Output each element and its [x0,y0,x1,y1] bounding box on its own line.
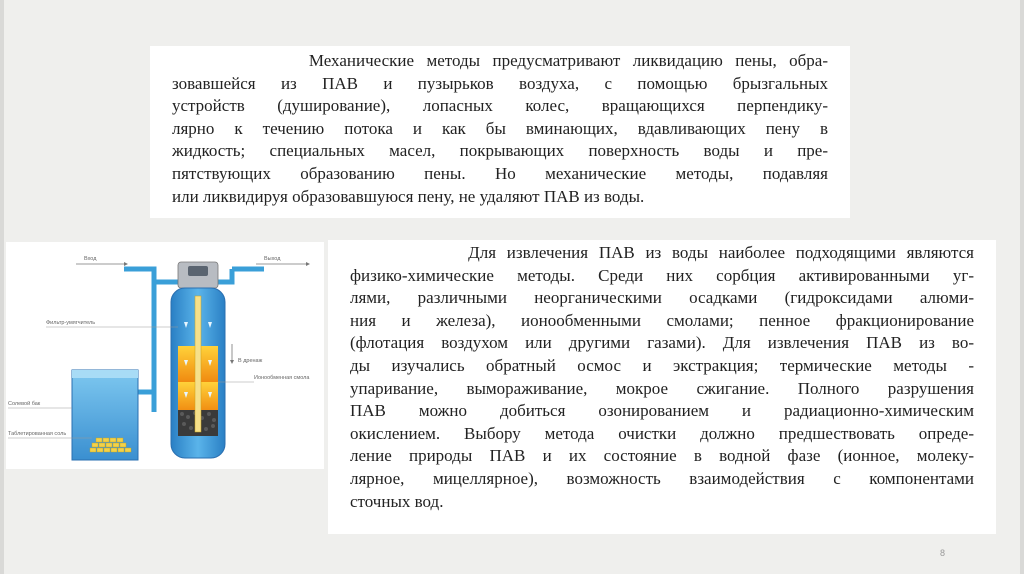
outlet-label: Выход [264,256,281,262]
drain-arrow [230,344,234,364]
outlet-arrow [256,262,310,266]
text-line: физико-химические методы. Среди них сорбция активированными уг- [350,265,974,285]
slide-frame-right [1020,0,1024,574]
text-line: жидкость; специальных масел, покрывающих поверхность воды и пре- [172,141,828,161]
text-line: пятствующих образованию пены. Но механические методы, подавляя [172,163,828,183]
text-line: ды изучались обратный осмос и экстракция; термические методы - [350,355,974,375]
text-box-mechanical-methods [150,46,850,218]
diagram-svg [6,242,324,469]
brine-tank-label: Солевой бак [8,401,41,407]
paragraph-mechanical-methods [172,50,828,208]
text-line: устройств (душирование), лопасных колес, вращающихся перпендику- [172,96,828,116]
to-drain-label: В дренаж [238,358,263,364]
text-line: ление природы ПАВ и их состояние в водной фазе (ионное, молеку- [350,446,974,466]
text-line: сточных вод. [350,491,444,511]
text-line: зовавшейся из ПАВ и пузырьков воздуха, с помощью брызгальных [172,73,828,93]
slide-frame-left [0,0,4,574]
text-line: окислением. Выбору метода очистки должно предшествовать опреде- [350,423,974,443]
filter-softener-label: Фильтр-умягчитель [46,320,96,326]
text-box-physicochemical-methods [328,240,996,534]
text-line: ПАВ можно добиться озонированием и радиационно-химическим [350,401,974,421]
text-line: лярно к течению потока и как бы вминающих, вдавливающих пену в [172,118,828,138]
text-line: Для извлечения ПАВ из воды наиболее подходящими являются [350,243,974,262]
page-number: 8 [940,548,946,558]
paragraph-physicochemical-methods [350,242,974,513]
inlet-arrow [76,262,128,266]
text-line: Механические методы предусматривают ликвидацию пены, обра- [172,51,828,70]
text-line: лями, различными неорганическими осадками (гидроксидами алюми- [350,288,974,308]
text-line: ния и железа), ионообменными смолами; пенное фракционирование [350,310,974,330]
text-line: лярное, мицеллярное), возможность взаимодействия с компонентами [350,468,974,488]
tablet-salt-label: Таблетированная соль [8,431,67,437]
softener-tank [171,262,225,458]
inlet-label: Вход [84,256,97,262]
water-softener-diagram [6,242,324,469]
text-line: упаривание, вымораживание, мокрое сжигание. Полного разрушения [350,378,974,398]
ion-exchange-resin-label: Ионообменная смола [254,375,310,381]
text-line: (флотация воздухом или другими газами). Для извлечения ПАВ из во- [350,333,974,353]
brine-tank [72,370,138,460]
text-line: или ликвидируя образовавшуюся пену, не удаляют ПАВ из воды. [172,186,645,206]
